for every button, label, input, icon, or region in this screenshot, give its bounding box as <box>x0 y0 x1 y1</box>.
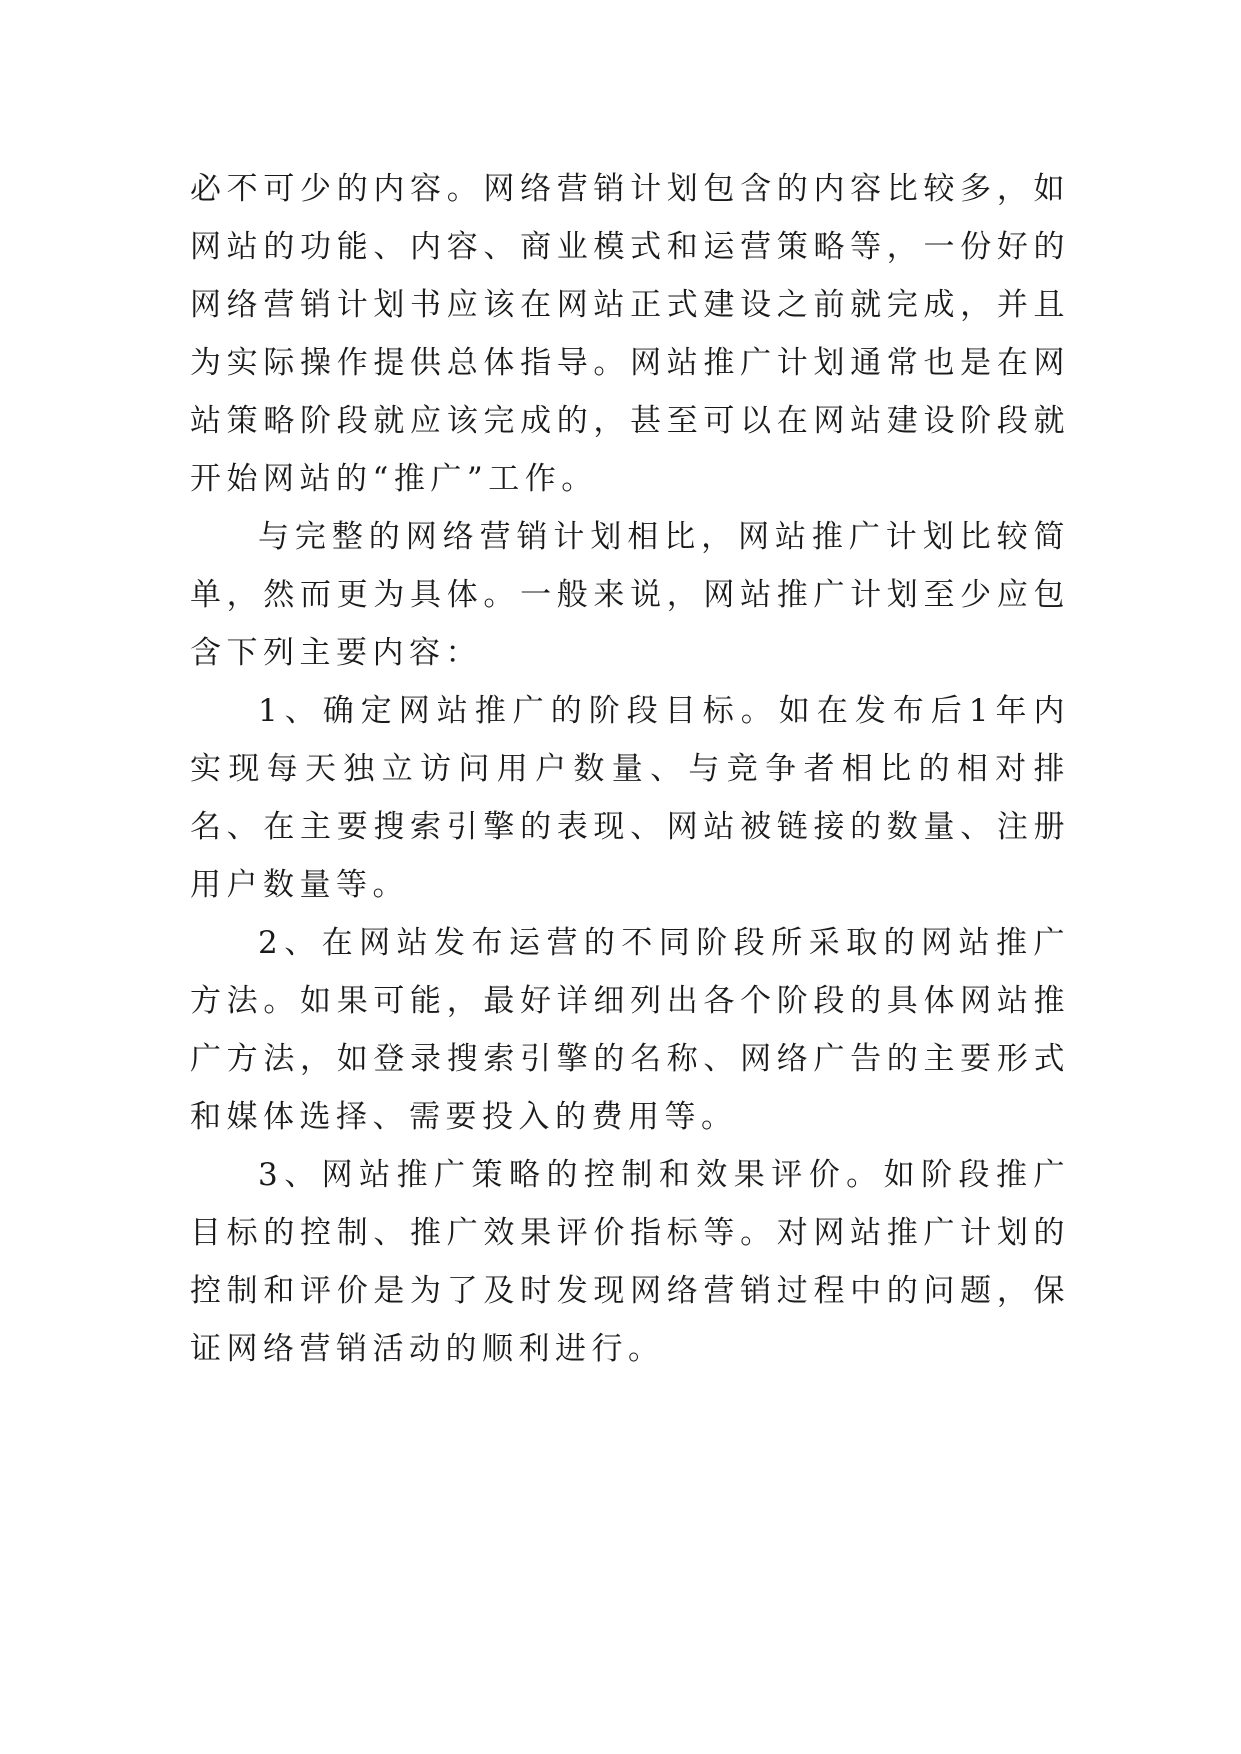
paragraph-item-2: 2、在网站发布运营的不同阶段所采取的网站推广方法。如果可能，最好详细列出各个阶段的具体网站推广方法，如登录搜索引擎的名称、网络广告的主要形式和媒体选择、需要投入的费用等。 <box>190 925 1070 1135</box>
document-body <box>190 160 1070 1378</box>
paragraph-item-3: 3、网站推广策略的控制和效果评价。如阶段推广目标的控制、推广效果评价指标等。对网站推广计划的控制和评价是为了及时发现网络营销过程中的问题，保证网络营销活动的顺利进行。 <box>190 1157 1070 1367</box>
paragraph-item-1: 1、确定网站推广的阶段目标。如在发布后1年内实现每天独立访问用户数量、与竞争者相比的相对排名、在主要搜索引擎的表现、网站被链接的数量、注册用户数量等。 <box>190 693 1070 903</box>
paragraph-intro: 与完整的网络营销计划相比，网站推广计划比较简单，然而更为具体。一般来说，网站推广计划至少应包含下列主要内容： <box>190 519 1070 671</box>
paragraph-continuation: 必不可少的内容。网络营销计划包含的内容比较多，如网站的功能、内容、商业模式和运营策略等，一份好的网络营销计划书应该在网站正式建设之前就完成，并且为实际操作提供总体指导。网站推广计划通常也是在网站策略阶段就应该完成的，甚至可以在网站建设阶段就开始网站的“推广”工作。 <box>190 171 1070 497</box>
